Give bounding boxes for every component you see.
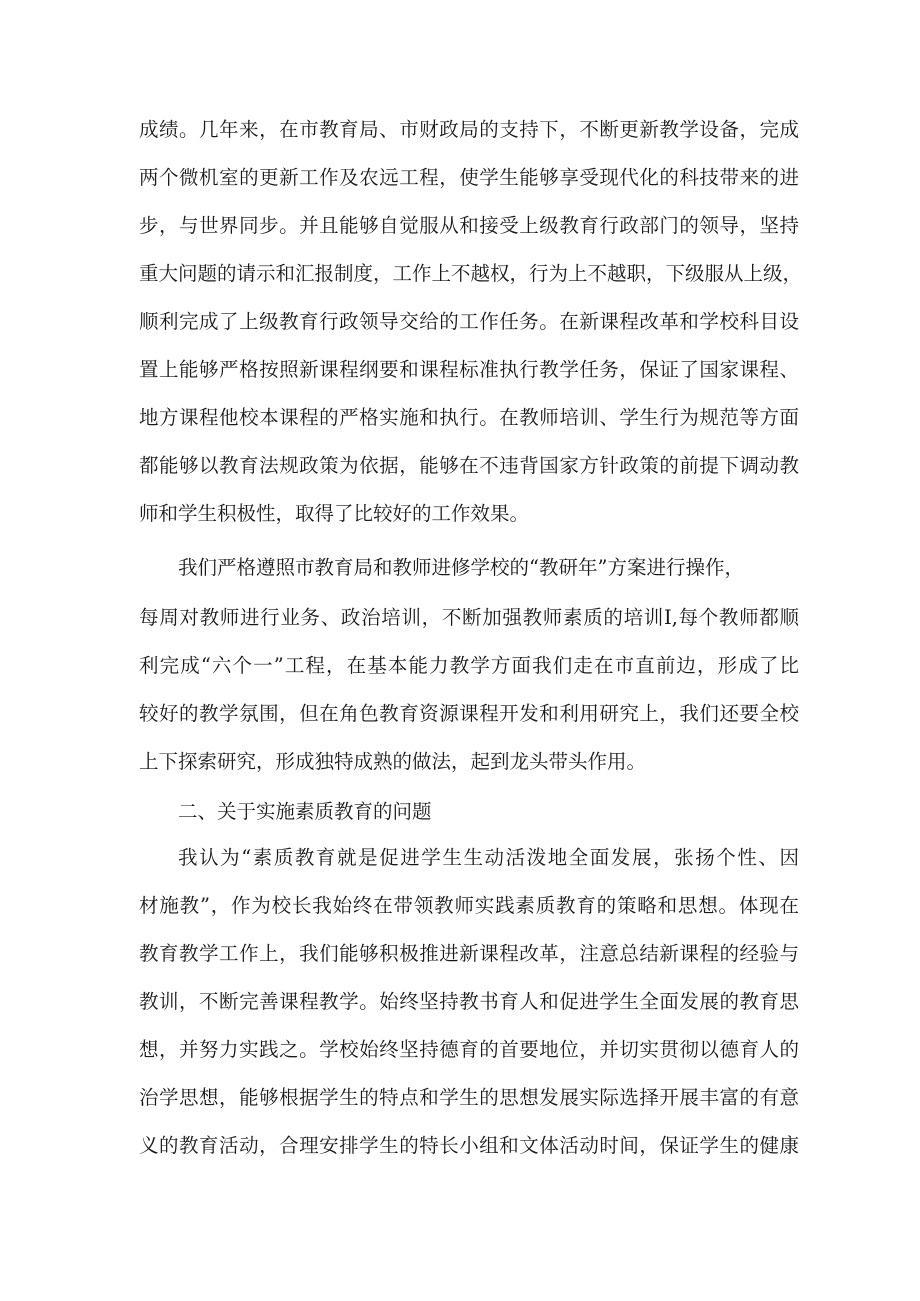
text-line: 顺利完成了上级教育行政领导交给的工作任务。在新课程改革和学校科目设 [139, 310, 799, 333]
text-line: 义的教育活动，合理安排学生的特长小组和文体活动时间，保证学生的健康 [139, 1134, 799, 1157]
text-line: 利完成“六个一”工程，在基本能力教学方面我们走在市直前边，形成了比 [139, 654, 799, 677]
paragraph-first-line: 我认为“素质教育就是促进学生生动活泼地全面发展，张扬个性、因 [178, 846, 799, 869]
text-line: 治学思想，能够根据学生的特点和学生的思想发展实际选择开展丰富的有意 [139, 1086, 799, 1109]
text-line: 想，并努力实践之。学校始终坚持德育的首要地位，并切实贯彻以德育人的 [139, 1038, 799, 1061]
text-line: 较好的教学氛围，但在角色教育资源课程开发和利用研究上，我们还要全校 [139, 702, 799, 725]
paragraph-first-line: 我们严格遵照市教育局和教师进修学校的“教研年”方案进行操作， [178, 556, 744, 579]
text-line: 师和学生积极性，取得了比较好的工作效果。 [139, 502, 530, 525]
text-line: 教训，不断完善课程教学。始终坚持教书育人和促进学生全面发展的教育思 [139, 990, 799, 1013]
section-heading: 二、关于实施素质教育的问题 [178, 800, 432, 823]
text-line: 都能够以教育法规政策为依据，能够在不违背国家方针政策的前提下调动教 [139, 454, 799, 477]
text-line: 地方课程他校本课程的严格实施和执行。在教师培训、学生行为规范等方面 [139, 406, 799, 429]
text-line: 两个微机室的更新工作及农远工程，使学生能够享受现代化的科技带来的进 [139, 166, 799, 189]
text-line: 重大问题的请示和汇报制度，工作上不越权，行为上不越职，下级服从上级， [139, 262, 803, 285]
text-line: 上下探索研究，形成独特成熟的做法，起到龙头带头作用。 [139, 750, 647, 773]
text-line: 置上能够严格按照新课程纲要和课程标准执行教学任务，保证了国家课程、 [139, 358, 799, 381]
text-line: 教育教学工作上，我们能够积极推进新课程改革，注意总结新课程的经验与 [139, 942, 799, 965]
text-line: 材施教”，作为校长我始终在带领教师实践素质教育的策略和思想。体现在 [139, 894, 799, 917]
text-line: 成绩。几年来，在市教育局、市财政局的支持下，不断更新教学设备，完成 [139, 118, 799, 141]
text-line: 每周对教师进行业务、政治培训，不断加强教师素质的培训I,每个教师都顺 [139, 606, 799, 629]
text-line: 步，与世界同步。并且能够自觉服从和接受上级教育行政部门的领导，坚持 [139, 214, 799, 237]
